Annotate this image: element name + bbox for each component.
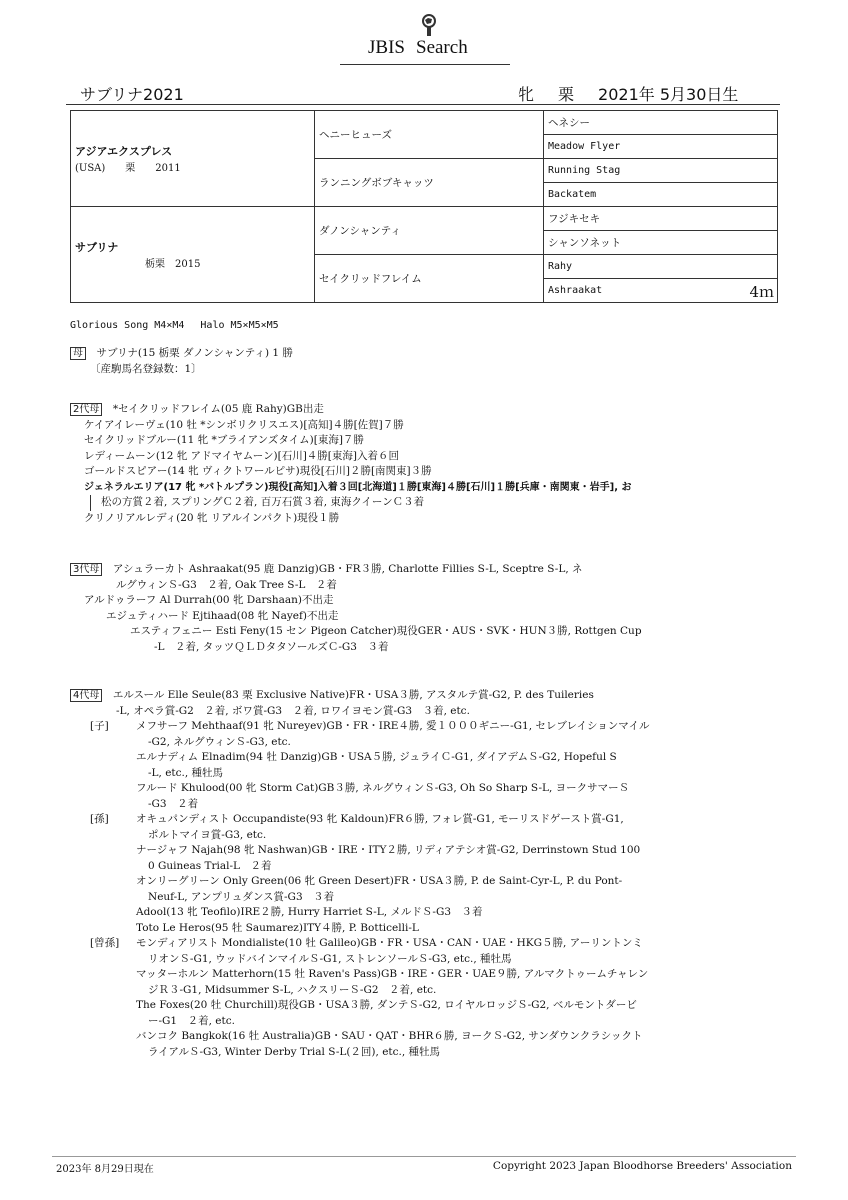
ddd-name: Ashraakat: [548, 285, 603, 296]
inbreeding-line: Glorious Song M4×M4 Halo M5×M5×M5: [70, 320, 279, 331]
list-item: ライアルＳ-G3, Winter Derby Trial S-L(２回), etc., 種牡馬: [148, 1045, 441, 1058]
fourth-dam-line: エルスール Elle Seule(83 栗 Exclusive Native)FR・USA３勝, アスタルテ賞-G2, P. des Tuileries: [112, 689, 594, 701]
list-item: バンコク Bangkok(16 牡 Australia)GB・SAU・QAT・BHR６勝, ヨークＳ-G2, サンダウンクラシックト: [136, 1030, 643, 1042]
list-item: レディームーン(12 牝 アドマイヤムーン)[石川]４勝[東海]入着６回: [84, 449, 399, 462]
dds-cell: Rahy: [544, 255, 778, 279]
footer-copyright: Copyright 2023 Japan Bloodhorse Breeders' Association: [492, 1160, 792, 1172]
sire-sire-cell: ヘニーヒューズ: [315, 111, 544, 159]
sire-cell: [71, 111, 315, 207]
sire-name: アジアエクスプレス: [75, 145, 173, 158]
sss-cell: ヘネシー: [544, 111, 778, 135]
second-dam-label: 2代母: [70, 403, 102, 416]
list-item: -G2, ネルグウィンＳ-G3, etc.: [148, 735, 291, 748]
list-item: ルグウィンＳ-G3 ２着, Oak Tree S-L ２着: [116, 578, 337, 591]
dam-registered: 〔産駒馬名登録数：1〕: [90, 362, 202, 375]
list-item: -L, etc., 種牡馬: [148, 766, 224, 779]
list-item: ナージャフ Najah(98 牝 Nashwan)GB・IRE・ITY２勝, リディアテシオ賞-G2, Derrinstown Stud 100: [136, 844, 641, 856]
dam-label: 母: [70, 347, 86, 360]
horse-sex: 牝: [518, 85, 535, 104]
list-item: アルドゥラーフ Al Durrah(00 牝 Darshaan)不出走: [84, 594, 334, 606]
dam-name: サブリナ: [75, 241, 119, 254]
sire-dam-cell: ランニングボブキャッツ: [315, 159, 544, 207]
list-item: 松の方賞２着, スプリングＣ２着, 百万石賞３着, 東海クイーンＣ３着: [90, 495, 770, 511]
inbreed-mark: 4ｍ: [749, 283, 774, 301]
logo-underline: [340, 64, 510, 65]
sdd-cell: Backatem: [544, 183, 778, 207]
logo-text-search: Search: [416, 37, 468, 58]
list-item: ー-G1 ２着, etc.: [148, 1014, 235, 1027]
dam-cell: [71, 207, 315, 303]
list-item: Neuf-L, アンプリュダンス賞-G3 ３着: [148, 890, 335, 903]
list-item: ジＲ３-G1, Midsummer S-L, ハクスリーＳ-G2 ２着, etc.: [148, 983, 437, 996]
horse-profile: [518, 82, 762, 105]
pedigree-table: [70, 110, 778, 303]
dam-line: サブリナ(15 栃栗 ダノンシャンティ) 1 勝: [96, 347, 293, 359]
third-dam-label: 3代母: [70, 563, 102, 576]
list-item: セイクリッドブルー(11 牝 *ブライアンズタイム)[東海]７勝: [84, 434, 364, 446]
list-item: -L, オペラ賞-G2 ２着, ボワ賞-G3 ２着, ロワイヨモン賞-G3 ３着, etc.: [116, 704, 470, 717]
list-item: ジェネラルエリア(17 牝 *バトルプラン)現役[高知]入着３回[北海道]１勝[東海]４勝[石川]１勝[兵庫・南関東・岩手], お: [84, 481, 632, 493]
dss-cell: フジキセキ: [544, 207, 778, 231]
horse-birthdate: 2021年 5月30日生: [598, 85, 739, 104]
list-item: メフサーフ Mehthaaf(91 牝 Nureyev)GB・FR・IRE４勝, 愛１０００ギニー-G1, セレブレイションマイル: [136, 720, 650, 732]
jbis-logo: [368, 26, 498, 60]
second-dam-line: *セイクリッドフレイム(05 鹿 Rahy)GB出走: [112, 403, 324, 415]
third-dam-line: アシュラーカト Ashraakat(95 鹿 Danzig)GB・FR３勝, Charlotte Fillies S-L, Sceptre S-L, ネ: [112, 563, 583, 575]
horse-color: 栗: [558, 85, 575, 104]
list-item: Toto Le Heros(95 牡 Saumarez)ITY４勝, P. Botticelli-L: [136, 921, 419, 934]
horse-magnifier-icon: [418, 12, 440, 38]
fourth-dam-label: 4代母: [70, 689, 102, 702]
list-item: -G3 ２着: [148, 797, 199, 810]
list-item: エスティフェニー Esti Feny(15 セン Pigeon Catcher)現役GER・AUS・SVK・HUN３勝, Rottgen Cup: [130, 625, 642, 637]
second-dam-section: [70, 402, 770, 526]
list-item: ゴールドスピアー(14 牝 ヴィクトワールピサ)現役[石川]２勝[南関東]３勝: [84, 465, 432, 477]
list-item: マッターホルン Matterhorn(15 牡 Raven's Pass)GB・IRE・GER・UAE９勝, アルマクトゥームチャレン: [136, 968, 649, 980]
ssd-cell: Meadow Flyer: [544, 135, 778, 159]
list-item: -L ２着, タッツＱＬＤタタソールズＣ-G3 ３着: [154, 640, 389, 653]
dam-info: 栃栗 2015: [145, 259, 201, 270]
list-item: リオンＳ-G1, ウッドバインマイルＳ-G1, ストレンソールＳ-G3, etc., 種牡馬: [148, 952, 512, 965]
dam-dam-cell: セイクリッドフレイム: [315, 255, 544, 303]
sire-info: (USA) 栗 2011: [75, 163, 181, 174]
logo-text-jbis: JBIS: [368, 37, 405, 58]
dam-sire-cell: ダノンシャンティ: [315, 207, 544, 255]
ddd-cell: [544, 279, 778, 303]
footer-divider: [52, 1156, 796, 1157]
list-item: クリノリアルレディ(20 牝 リアルインパクト)現役１勝: [84, 511, 340, 524]
dam-section: [70, 346, 770, 377]
list-item: The Foxes(20 牡 Churchill)現役GB・USA３勝, ダンテＳ-G2, ロイヤルロッジＳ-G2, ベルモントダービ: [136, 999, 637, 1011]
list-item: モンディアリスト Mondialiste(10 牡 Galileo)GB・FR・USA・CAN・UAE・HKG５勝, アーリントンミ: [136, 937, 643, 949]
list-item: オキュパンディスト Occupandiste(93 牝 Kaldoun)FR６勝, フォレ賞-G1, モーリスドゲースト賞-G1,: [136, 813, 624, 825]
list-item: エルナディム Elnadim(94 牡 Danzig)GB・USA５勝, ジュライＣ-G1, ダイアデムＳ-G2, Hopeful S: [136, 751, 617, 763]
third-dam-section: [70, 562, 770, 655]
tag-grandchild: [孫]: [90, 813, 109, 825]
list-item: ポルトマイヨ賞-G3, etc.: [148, 828, 267, 841]
list-item: Adool(13 牝 Teofilo)IRE２勝, Hurry Harriet S-L, メルドＳ-G3 ３着: [136, 906, 483, 918]
list-item: フルード Khulood(00 牝 Storm Cat)GB３勝, ネルグウィンＳ-G3, Oh So Sharp S-L, ヨークサマーＳ: [136, 782, 630, 794]
tag-great-grandchild: [曾孫]: [90, 937, 120, 949]
header-divider: [66, 104, 780, 105]
dsd-cell: シャンソネット: [544, 231, 778, 255]
list-item: ケイアイレーヴェ(10 牡 *シンボリクリスエス)[高知]４勝[佐賀]７勝: [84, 418, 404, 431]
tag-child: [子]: [90, 720, 109, 732]
list-item: エジュティハード Ejtihaad(08 牝 Nayef)不出走: [106, 609, 339, 622]
list-item: オンリーグリーン Only Green(06 牝 Green Desert)FR・USA３勝, P. de Saint-Cyr-L, P. du Pont-: [136, 875, 623, 887]
footer-date: 2023年 8月29日現在: [56, 1164, 154, 1175]
horse-name: サブリナ2021: [80, 85, 184, 104]
fourth-dam-section: [70, 688, 770, 1060]
sds-cell: Running Stag: [544, 159, 778, 183]
list-item: 0 Guineas Trial-L ２着: [148, 859, 272, 872]
